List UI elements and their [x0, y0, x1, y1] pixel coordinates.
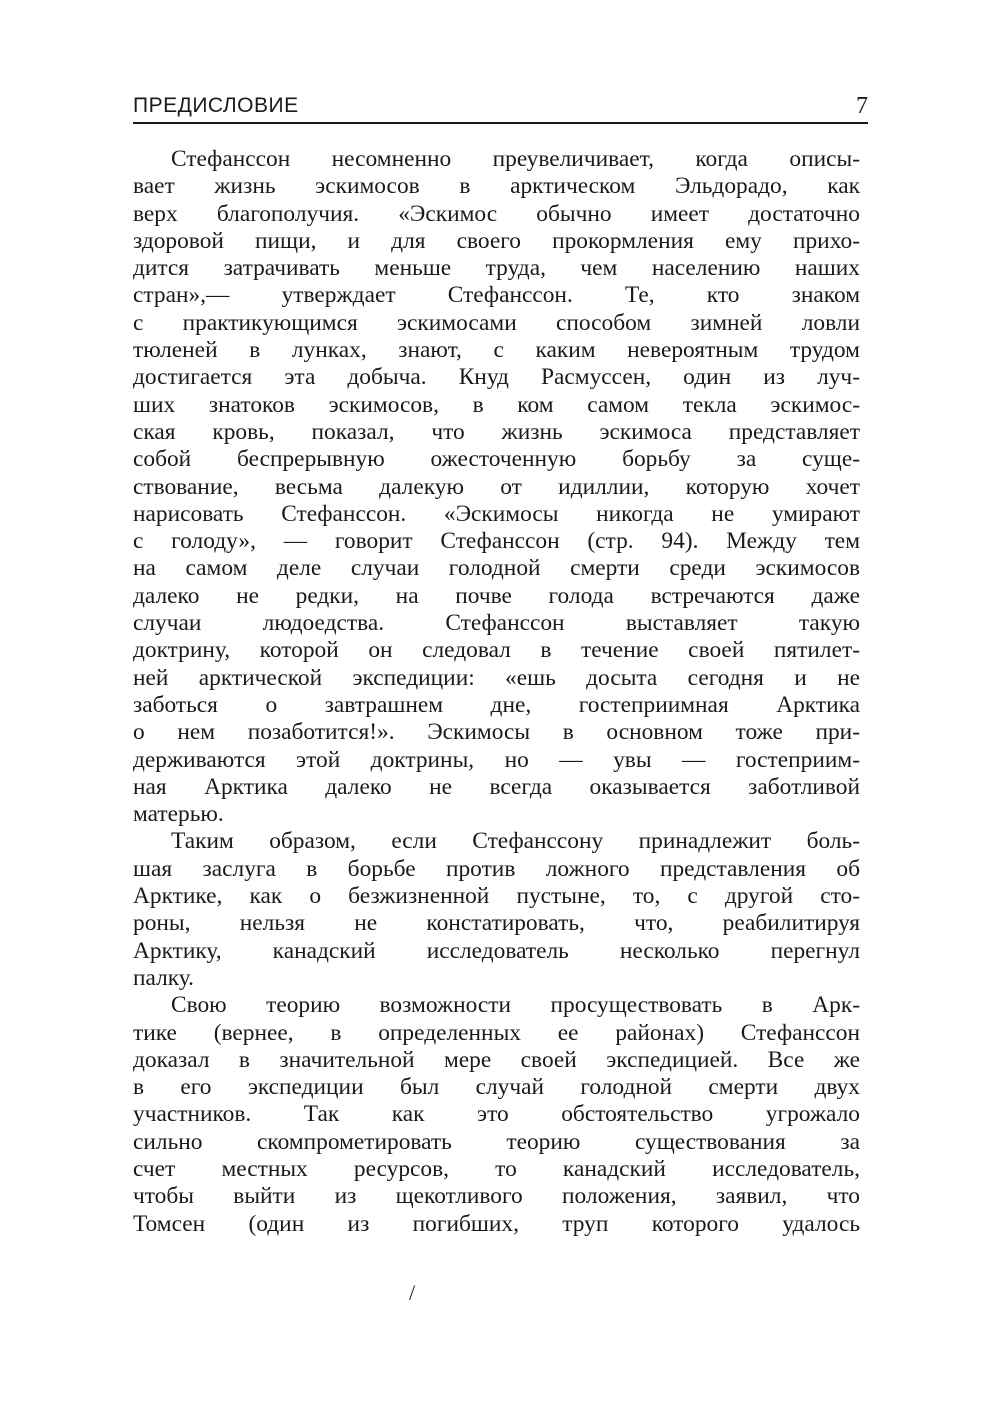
running-head	[133, 92, 868, 124]
text-line: доказал в значительной мере своей экспедицией. Все же	[133, 1046, 860, 1073]
text-line: Арктике, как о безжизненной пустыне, то, с другой сто-	[133, 883, 860, 910]
paragraph-2	[133, 828, 860, 992]
stray-mark: /	[409, 1280, 416, 1305]
text-line: Стефанссон несомненно преувеличивает, когда описы-	[171, 146, 860, 172]
text-line: палку.	[133, 964, 195, 991]
text-line: счет местных ресурсов, то канадский исследователь,	[133, 1155, 860, 1182]
text-line: участников. Так как это обстоятельство угрожало	[133, 1101, 860, 1128]
text-line: чтобы выйти из щекотливого положения, заявил, что	[133, 1183, 860, 1210]
header-rule	[133, 122, 868, 124]
text-line: доктрину, которой он следовал в течение своей пятилет-	[133, 637, 860, 664]
text-line: достигается эта добыча. Кнуд Расмуссен, один из луч-	[133, 364, 860, 391]
text-line: о нем позаботится!». Эскимосы в основном тоже при-	[133, 719, 860, 746]
paragraph-1	[133, 146, 860, 828]
text-line: ших знатоков эскимосов, в ком самом текла эскимос-	[133, 391, 860, 418]
text-line: ней арктической экспедиции: «ешь досыта сегодня и не	[133, 664, 860, 691]
running-title: ПРЕДИСЛОВИЕ	[133, 94, 299, 117]
text-line: верх благополучия. «Эскимос обычно имеет достаточно	[133, 200, 860, 227]
text-line: стран»,— утверждает Стефанссон. Те, кто знаком	[133, 282, 860, 309]
text-line: держиваются этой доктрины, но — увы — гостеприим-	[133, 746, 860, 773]
page-number: 7	[856, 93, 868, 119]
text-line: Таким образом, если Стефанссону принадлежит боль-	[171, 828, 860, 855]
text-line: ная Арктика далеко не всегда оказывается заботливой	[133, 773, 860, 800]
paragraph-3	[133, 992, 860, 1238]
text-line: собой беспрерывную ожесточенную борьбу за суще-	[133, 446, 860, 473]
text-line: роны, нельзя не констатировать, что, реабилитируя	[133, 910, 860, 937]
text-line: Свою теорию возможности просуществовать в Арк-	[171, 992, 860, 1019]
text-line: Томсен (один из погибших, труп которого удалось	[133, 1210, 860, 1237]
text-line: матерью.	[133, 801, 224, 828]
text-line: тюленей в лунках, знают, с каким невероятным трудом	[133, 337, 860, 364]
text-line: Арктику, канадский исследователь несколько перегнул	[133, 937, 860, 964]
body-text	[133, 146, 860, 1238]
text-line: ствование, весьма далекую от идиллии, которую хочет	[133, 473, 860, 500]
text-line: вает жизнь эскимосов в арктическом Эльдорадо, как	[133, 173, 860, 200]
text-line: в его экспедиции был случай голодной смерти двух	[133, 1074, 860, 1101]
text-line: дится затрачивать меньше труда, чем населению наших	[133, 255, 860, 282]
text-line: шая заслуга в борьбе против ложного представления об	[133, 855, 860, 882]
text-line: на самом деле случаи голодной смерти среди эскимосов	[133, 555, 860, 582]
text-line: здоровой пищи, и для своего прокормления ему прихо-	[133, 227, 860, 254]
text-line: с практикующимся эскимосами способом зимней ловли	[133, 309, 860, 336]
text-line: нарисовать Стефанссон. «Эскимосы никогда не умирают	[133, 500, 860, 527]
text-line: далеко не редки, на почве голода встречаются даже	[133, 582, 860, 609]
text-line: заботься о завтрашнем дне, гостеприимная Арктика	[133, 691, 860, 718]
text-line: ская кровь, показал, что жизнь эскимоса представляет	[133, 418, 860, 445]
text-line: случаи людоедства. Стефанссон выставляет такую	[133, 610, 860, 637]
text-line: с голоду», — говорит Стефанссон (стр. 94). Между тем	[133, 528, 860, 555]
text-line: тике (вернее, в определенных ее районах) Стефанссон	[133, 1019, 860, 1046]
text-line: сильно скомпрометировать теорию существования за	[133, 1128, 860, 1155]
